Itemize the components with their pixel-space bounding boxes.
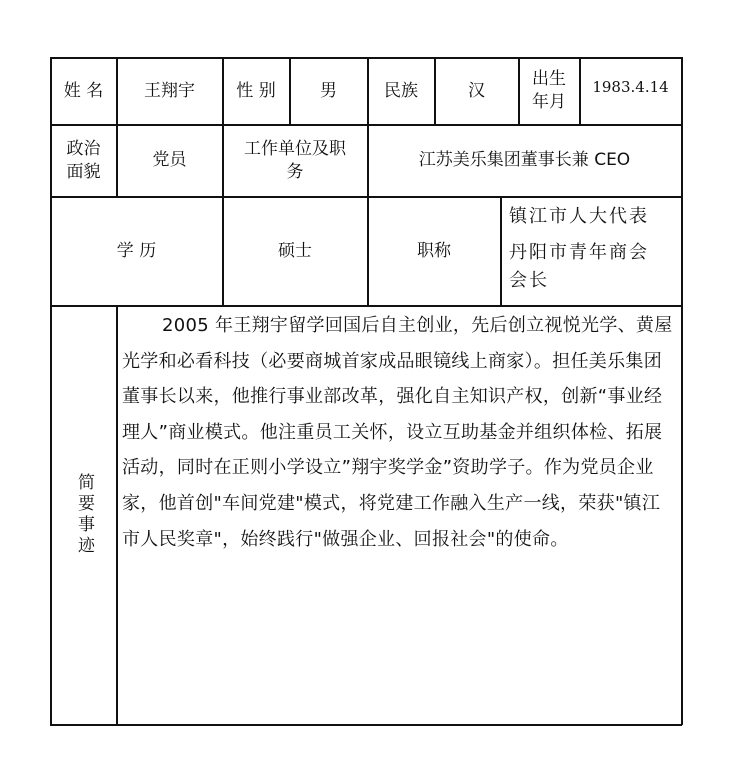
name-label: 姓 名 — [63, 80, 104, 101]
table-border-bottom — [50, 724, 682, 726]
name-value: 王翔宇 — [144, 80, 195, 101]
political-label: 政治 面貌 — [66, 138, 101, 182]
table-border-right — [681, 57, 683, 725]
summary-label-text: 简要事迹 — [73, 473, 94, 557]
education-label: 学 历 — [116, 240, 157, 261]
education-value: 硕士 — [278, 240, 312, 261]
summary-text — [122, 308, 674, 557]
col-divider — [116, 305, 118, 725]
summary-paragraph: 2005 年王翔宇留学回国后自主创业，先后创立视悦光学、黄屋光学和必看科技（必要商城首家成品眼镜线上商家）。担任美乐集团董事长以来，他推行事业部改革，强化自主知识产权，创新“事业经理人”商业模式。他注重员工关怀，设立互助基金并组织体检、拓展活动，同时在正则小学设立”翔宇奖学金”资助学子。作为党员企业家，他首创"车间党建"模式，将党建工作融入生产一线，荣获"镇江市人民奖章"，始终践行"做强企业、回报社会"的使命。 — [122, 315, 673, 550]
work-label: 工作单位及职 务 — [244, 138, 346, 182]
title-value-line: 镇江市人大代表 — [509, 206, 649, 227]
birth-label: 出生 年月 — [532, 69, 566, 112]
gender-value: 男 — [320, 80, 337, 101]
birth-value: 1983.4.14 — [592, 77, 669, 96]
summary-label — [51, 306, 116, 724]
gender-label: 性 别 — [236, 80, 276, 101]
ethnicity-label: 民族 — [384, 80, 418, 101]
title-value-line: 丹阳市青年商会 会长 — [509, 242, 649, 291]
title-value — [501, 197, 681, 305]
work-value: 江苏美乐集团董事长兼 CEO — [418, 150, 631, 171]
ethnicity-value: 汉 — [468, 80, 485, 101]
title-label: 职称 — [417, 240, 451, 261]
political-value: 党员 — [152, 150, 187, 171]
table-row-divider — [50, 305, 682, 307]
